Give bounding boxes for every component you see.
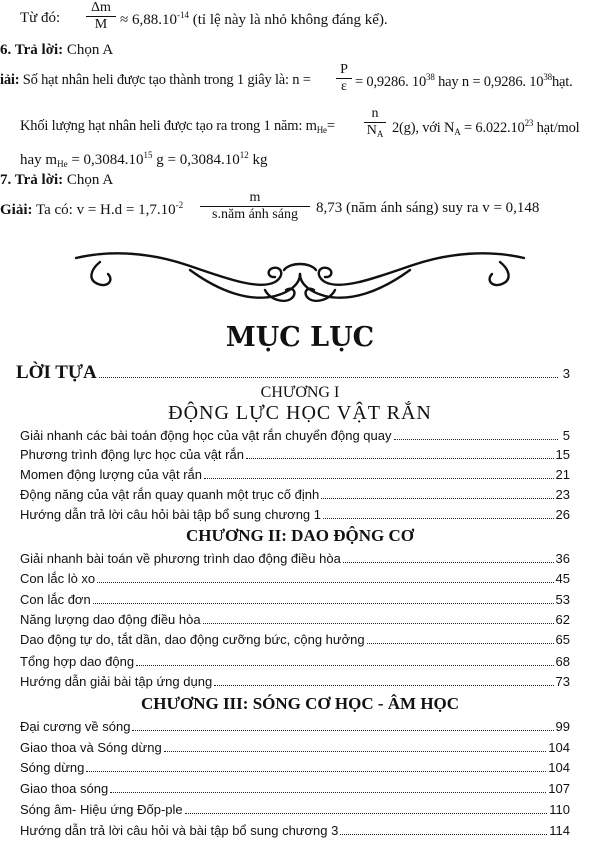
toc-preface xyxy=(16,362,570,384)
toc-item: Giải nhanh bài toán về phương trình dao động điều hòa 36 xyxy=(20,551,570,566)
mass-line-value: 2(g), với $N_A = 6.022.10^{23}$ hạt/mol xyxy=(392,118,580,137)
mass-result-line: hay $m_{He} = 0,3084.10^{15}$ $g = 0,3084.10^{12}$ kg xyxy=(20,150,268,169)
toc-item: Giao thoa sóng 107 xyxy=(20,781,570,796)
chapter-2-heading: CHƯƠNG II: DAO ĐỘNG CƠ xyxy=(186,526,414,545)
answer-7: 7. Trả lời: Chọn A xyxy=(0,172,114,188)
toc-item: Sóng âm- Hiệu ứng Đốp-ple 110 xyxy=(20,802,570,817)
toc-preface-page: 3 xyxy=(562,366,570,381)
toc-item: Con lắc đơn 53 xyxy=(20,592,570,607)
chapter-1-subheading: ĐỘNG LỰC HỌC VẬT RẮN xyxy=(168,402,432,424)
solution-6: iải: Số hạt nhân heli được tạo thành trong 1 giây là: n = xyxy=(0,72,311,88)
toc-item: Động năng của vật rắn quay quanh một trục cố định 23 xyxy=(20,487,570,502)
fraction-p-over-epsilon: $\frac{P}{\varepsilon}$ xyxy=(336,62,352,95)
solution-line-1-value: ≈ $6,88.10^{-14}$ (tỉ lệ này là nhỏ không đáng kể). xyxy=(120,10,388,28)
toc-item: Phương trình động lực học của vật rắn 15 xyxy=(20,447,570,462)
answer-6: 6. Trả lời: Chọn A xyxy=(0,42,114,58)
chapter-3-heading: CHƯƠNG III: SÓNG CƠ HỌC - ÂM HỌC xyxy=(140,694,460,713)
toc-item: Hướng dẫn giải bài tập ứng dụng 73 xyxy=(20,674,570,689)
mass-line: Khối lượng hạt nhân heli được tạo ra trong 1 năm: $m_{He}=$ xyxy=(20,118,335,135)
decorative-flourish xyxy=(70,240,530,310)
toc-item: Momen động lượng của vật rắn 21 xyxy=(20,467,570,482)
solution-7-value: 8,73 (năm ánh sáng) suy ra v = 0,148 xyxy=(316,200,540,216)
fraction-n-over-na: $\frac{n}{N_A}$ xyxy=(364,106,386,139)
toc-item: Đại cương về sóng 99 xyxy=(20,719,570,734)
solution-line-1: Từ đó: xyxy=(20,10,61,26)
toc-item: Tổng hợp dao động 68 xyxy=(20,654,570,669)
toc-item: Giao thoa và Sóng dừng 104 xyxy=(20,740,570,755)
fraction-dm-over-m: $\frac{\Delta m}{M}$ xyxy=(86,0,116,33)
toc-item: Sóng dừng 104 xyxy=(20,760,570,775)
toc-preface-label: LỜI TỰA xyxy=(16,362,97,383)
toc-item: Năng lượng dao động điều hòa 62 xyxy=(20,612,570,627)
fraction-m-over-s-lightyear: m s.năm ánh sáng xyxy=(200,190,310,223)
toc-item: Hướng dẫn trả lời câu hỏi bài tập bổ sung chương 1 26 xyxy=(20,507,570,522)
toc-item: Con lắc lò xo 45 xyxy=(20,571,570,586)
toc-leader xyxy=(99,376,558,378)
solution-6-value: = 0,9286. $10^{38}$ hay n = 0,9286. $10^{38}hạt$. xyxy=(355,72,573,90)
toc-title: MỤC LỤC xyxy=(225,322,375,353)
toc-item: Dao động tự do, tắt dần, dao động cưỡng bức, cộng hưởng 65 xyxy=(20,632,570,647)
chapter-1-heading: CHƯƠNG I xyxy=(260,384,340,401)
solution-7: Giải: Ta có: $v = H.d = 1,7.10^{-2}$ xyxy=(0,200,184,218)
toc-item: Hướng dẫn trả lời câu hỏi và bài tập bổ sung chương 3 114 xyxy=(20,823,570,838)
toc-item: Giải nhanh các bài toán động học của vật rắn chuyển động quay 5 xyxy=(20,428,570,443)
